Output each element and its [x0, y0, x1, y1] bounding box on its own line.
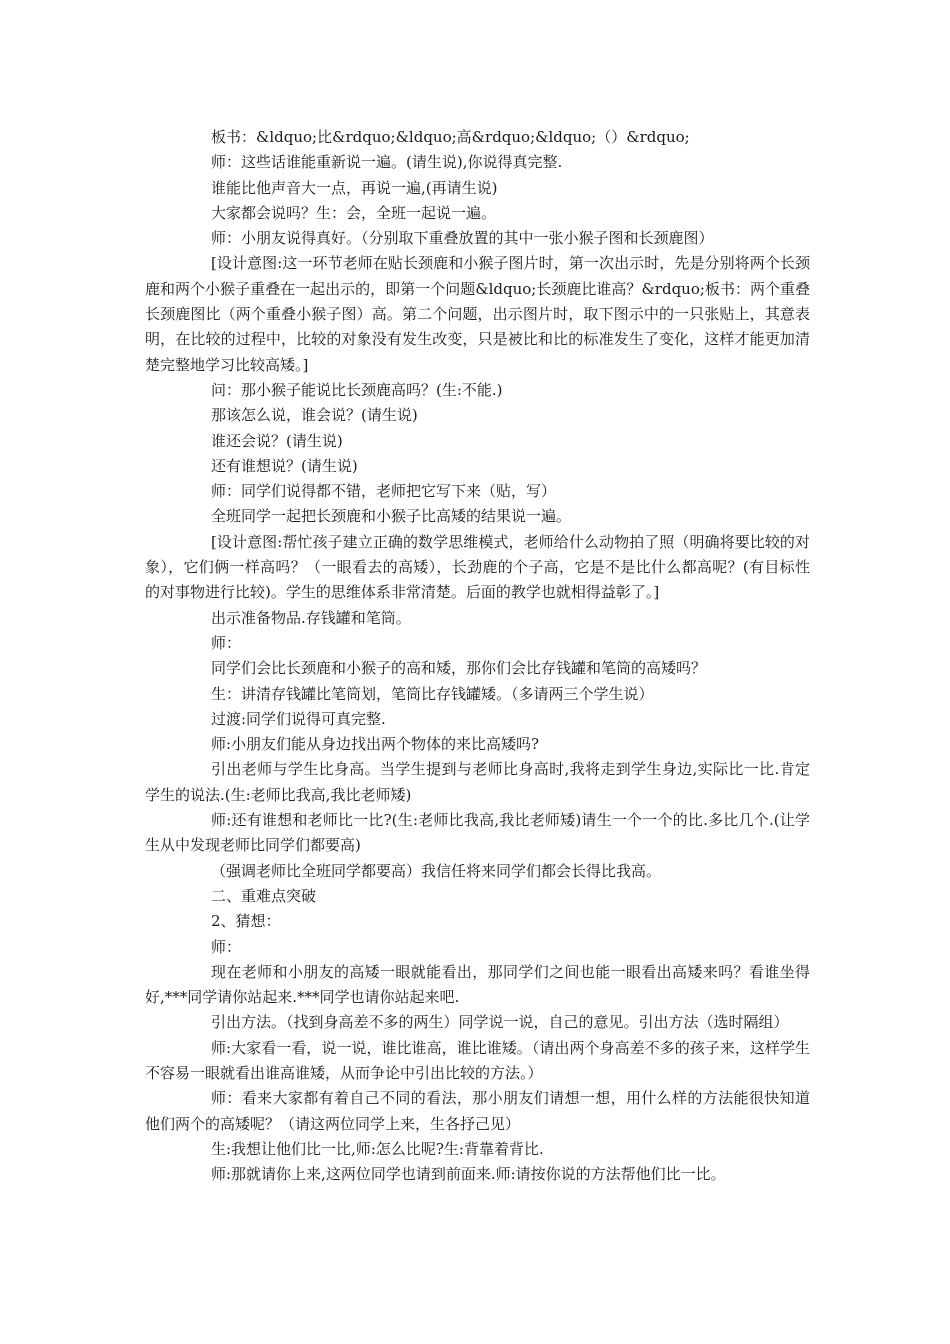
paragraph: 师：: [211, 937, 242, 956]
paragraph: 大家都会说吗？生：会，全班一起说一遍。: [211, 203, 497, 222]
paragraph: 师：: [211, 633, 242, 652]
paragraph: 师：看来大家都有着自己不同的看法，那小朋友们请想一想，用什么样的方法能很快知道他们两个的高矮呢？（请这两位同学上来，生各抒己见）: [145, 1089, 810, 1133]
paragraph: 师：小朋友说得真好。（分别取下重叠放置的其中一张小猴子图和长颈鹿图）: [211, 229, 714, 248]
paragraph: 全班同学一起把长颈鹿和小猴子比高矮的结果说一遍。: [211, 507, 572, 526]
paragraph: 师:还有谁想和老师比一比?(生:老师比我高,我比老师矮)请生一个一个的比.多比几个.(让学生从中发现老师比同学们都要高): [145, 811, 810, 855]
subsection-heading: 2、猜想：: [211, 912, 281, 931]
paragraph: [设计意图:这一环节老师在贴长颈鹿和小猴子图片时，第一次出示时，先是分别将两个长颈鹿和两个小猴子重叠在一起出示的，即第一个问题&ldquo;长颈鹿比谁高？&rdquo;板书：两个重叠长颈鹿图比（两个重叠小猴子图）高。第二个问题，出示图片时，取下图示中的一只张贴上，其意表明，在比较的过程中，比较的对象没有发生改变，只是被比和比的标准发生了变化，这样才能更加清楚完整地学习比较高矮。]: [145, 254, 810, 374]
paragraph: 师：同学们说得都不错，老师把它写下来（贴，写）: [211, 482, 557, 501]
paragraph: 谁能比他声音大一点，再说一遍,(再请生说): [211, 178, 498, 197]
document-body: [145, 125, 810, 1187]
paragraph: 那该怎么说，谁会说？(请生说): [211, 406, 418, 425]
paragraph: 谁还会说？(请生说): [211, 431, 343, 450]
paragraph: 师:小朋友们能从身边找出两个物体的来比高矮吗?: [211, 735, 540, 754]
paragraph: [设计意图:帮忙孩子建立正确的数学思维模式，老师给什么动物拍了照（明确将要比较的对象），它们俩一样高吗？（一眼看去的高矮），长劲鹿的个子高，它是不是比什么都高呢？(有目标性的对事物进行比较)。学生的思维体系非常清楚。后面的教学也就相得益彰了。]: [145, 532, 810, 602]
paragraph: 师：这些话谁能重新说一遍。(请生说),你说得真完整.: [211, 153, 563, 172]
paragraph: 现在老师和小朋友的高矮一眼就能看出，那同学们之间也能一眼看出高矮来吗？看谁坐得好,***同学请你站起来.***同学也请你站起来吧.: [145, 962, 810, 1007]
paragraph: 师:那就请你上来,这两位同学也请到前面来.师:请按你说的方法帮他们比一比。: [211, 1165, 726, 1184]
paragraph: 还有谁想说？(请生说): [211, 456, 358, 475]
paragraph: 引出老师与学生比身高。当学生提到与老师比身高时,我将走到学生身边,实际比一比.肯定学生的说法.(生:老师比我高,我比老师矮): [145, 760, 810, 804]
paragraph: 过渡:同学们说得可真完整.: [211, 709, 386, 728]
paragraph: 出示准备物品.存钱罐和笔筒。: [211, 608, 411, 627]
paragraph: 引出方法。（找到身高差不多的两生）同学说一说，自己的意见。引出方法（选时隔组）: [211, 1013, 789, 1032]
paragraph: （强调老师比全班同学都要高）我信任将来同学们都会长得比我高。: [211, 861, 662, 880]
section-heading: 二、重难点突破: [211, 886, 317, 905]
paragraph: 师:大家看一看，说一说，谁比谁高，谁比谁矮。（请出两个身高差不多的孩子来，这样学生不容易一眼就看出谁高谁矮，从而争论中引出比较的方法。）: [145, 1038, 810, 1082]
paragraph: 同学们会比长颈鹿和小猴子的高和矮，那你们会比存钱罐和笔筒的高矮吗？: [211, 659, 707, 678]
paragraph: 板书：&ldquo;比&rdquo;&ldquo;高&rdquo;&ldquo;（）&rdquo;: [211, 128, 690, 146]
paragraph: 问：那小猴子能说比长颈鹿高吗？(生:不能.): [211, 380, 503, 399]
paragraph: 生:我想让他们比一比,师:怎么比呢?生:背靠着背比.: [211, 1139, 544, 1158]
paragraph: 生：讲清存钱罐比笔筒划，笔筒比存钱罐矮。（多请两三个学生说）: [211, 684, 654, 703]
